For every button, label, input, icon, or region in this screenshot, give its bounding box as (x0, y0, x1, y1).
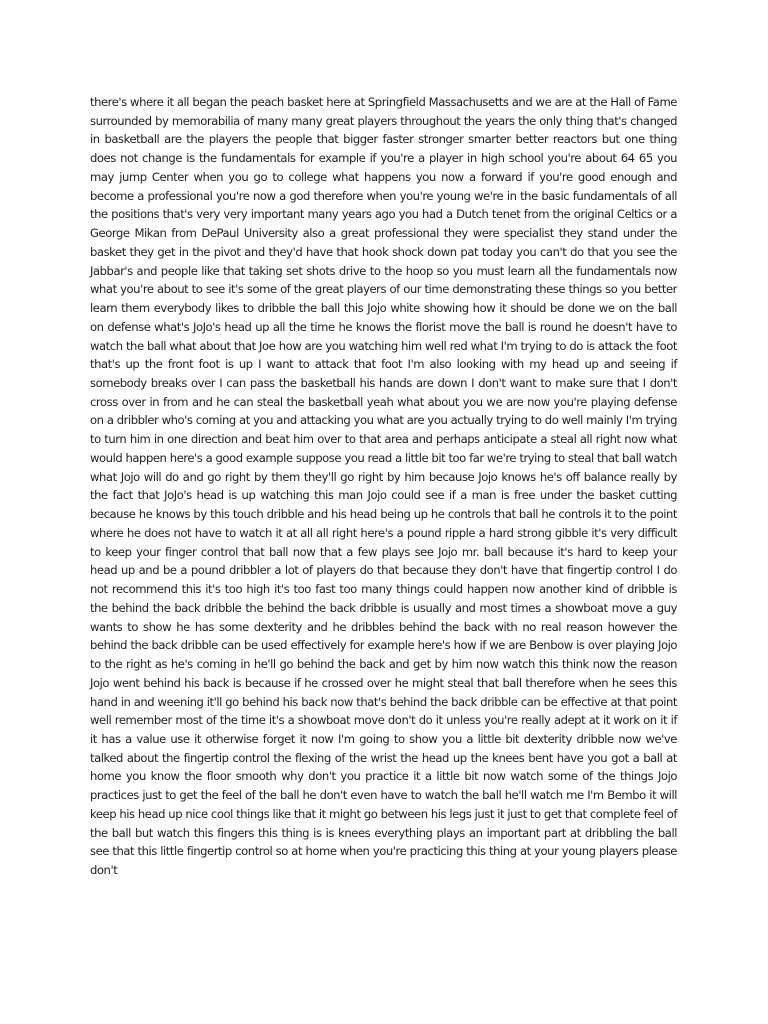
transcript-paragraph: there's where it all began the peach basket here at Springfield Massachusetts and we are at the Hall of Fame surrounded by memorabilia of many many great players throughout the years the only thing that's changed in basketball are the players the people that bigger faster stronger smarter better reactors but one thing does not change is the fundamentals for example if you're a player in high school you're about 64 65 you may jump Center when you go to college what happens you now a forward if you're good enough and become a professional you're now a god therefore when you're young we're in the basic fundamentals of all the positions that's very very important many years ago you had a Dutch tenet from the original Celtics or a George Mikan from DePaul University also a great professional they were specialist they stand under the basket they get in the pivot and they'd have that hook shock down pat today you can't do that you see the Jabbar's and people like that taking set shots drive to the hoop so you must learn all the fundamentals now what you're about to see it's some of the great players of our time demonstrating these things so you better learn them everybody likes to dribble the ball this Jojo white showing how it should be done we on the ball on defense what's JoJo's head up all the time he knows the florist move the ball is round he doesn't have to watch the ball what about that Joe how are you watching him well red what I'm trying to do is attack the foot that's up the front foot is up I want to attack that foot I'm also looking with my head up and seeing if somebody breaks over I can pass the basketball his hands are down I don't want to make sure that I don't cross over in from and he can steal the basketball yeah what about you we are now you're playing defense on a dribbler who's coming at you and attacking you what are you actually trying to do well mainly I'm trying to turn him in one direction and beat him over to that area and perhaps anticipate a steal all right now what would happen here's a good example suppose you read a little bit too far we're trying to steal that ball watch what Jojo will do and go right by them they'll go right by him because Jojo knows he's off balance really by the fact that JoJo's head is up watching this man Jojo could see if a man is free under the basket cutting because he knows by this touch dribble and his head being up he controls that ball he controls it to the point where he does not have to watch it at all all right here's a pound ripple a hard strong gibble it's very difficult to keep your finger control that ball now that a few plays see Jojo mr. ball because it's hard to keep your head up and be a pound dribbler a lot of players do that because they don't have that fingertip control I do not recommend this it's too high it's too fast too many things could happen now another kind of dribble is the behind the back dribble the behind the back dribble is usually and most times a showboat move a guy wants to show he has some dexterity and he dribbles behind the back with no real reason however the behind the back dribble can be used effectively for example here's how if we are Benbow is over playing Jojo to the right as he's coming in he'll go behind the back and get by him now watch this think now the reason Jojo went behind his back is because if he crossed over he might steal that ball therefore when he sees this hand in and weening it'll go behind his back now that's behind the back dribble can be effective at that point well remember most of the time it's a showboat move don't do it unless you're really adept at it work on it if it has a value use it otherwise forget it now I'm going to show you a little bit dexterity dribble now we've talked about the fingertip control the flexing of the wrist the head up the knees bent have you got a ball at home you know the floor smooth why don't you practice it a little bit now watch some of the things Jojo practices just to get the feel of the ball he don't even have to watch the ball he'll watch me I'm Bembo it will keep his head up nice cool things like that it might go between his legs just it just to get that complete feel of the ball but watch this fingers this thing is is knees everything plays an important part at dribbling the ball see that this little fingertip control so at home when you're practicing this thing at your young players please don't (90, 95, 677, 878)
document-page (90, 93, 677, 880)
